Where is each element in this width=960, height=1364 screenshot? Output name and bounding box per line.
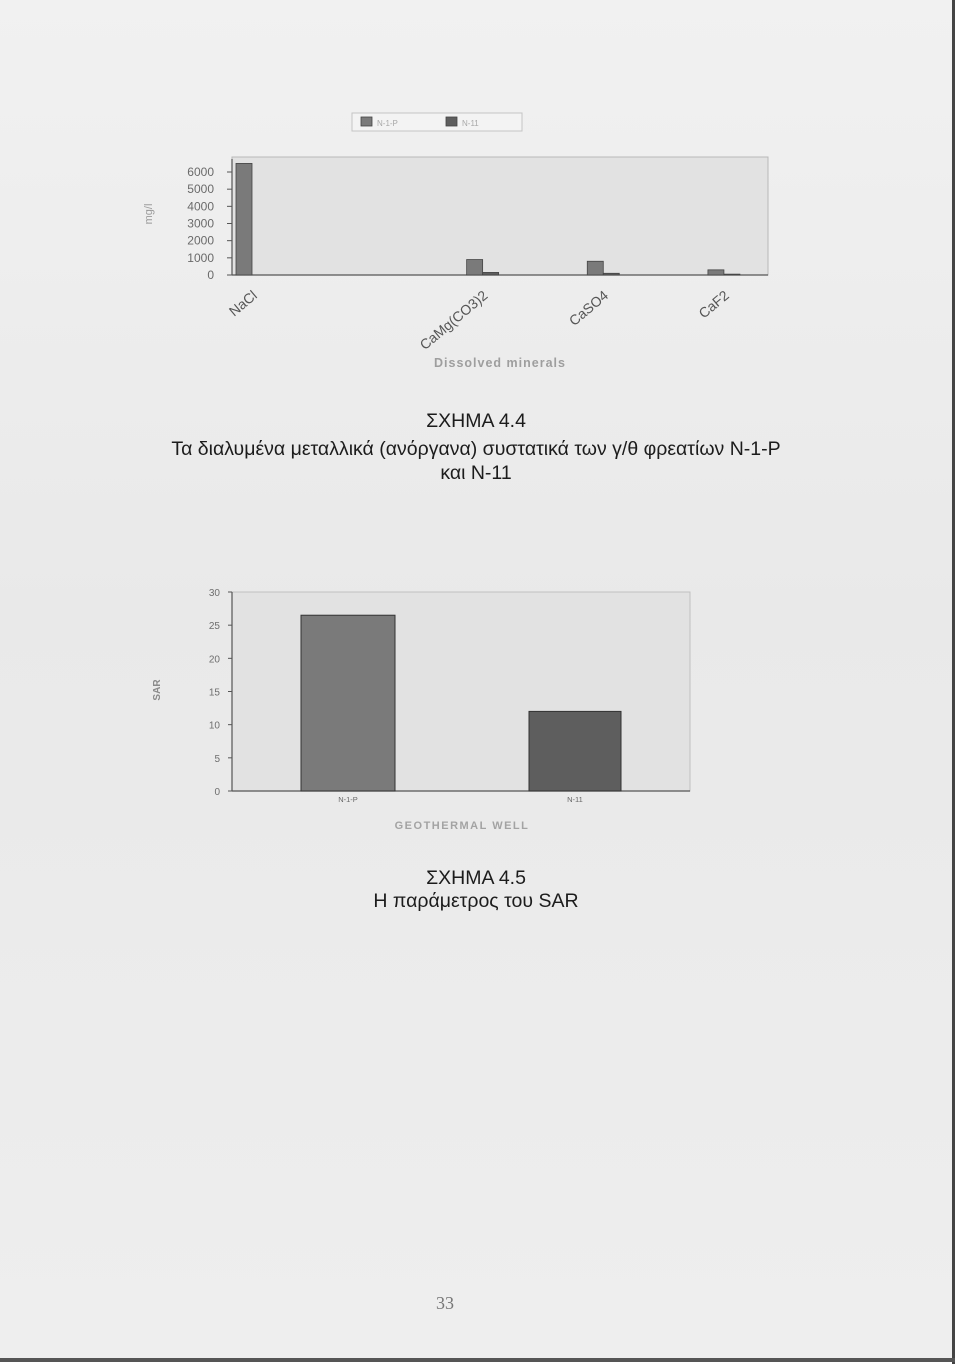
y-tick-label: 4000 bbox=[187, 199, 214, 214]
y-tick-label: 1000 bbox=[187, 250, 214, 265]
legend-label-2: N-11 bbox=[462, 119, 479, 128]
y-tick-label: 5000 bbox=[187, 182, 214, 197]
y-tick-label: 6000 bbox=[187, 165, 214, 179]
x-category-label: N-1-P bbox=[338, 795, 358, 804]
y-tick-label: 2000 bbox=[187, 233, 214, 248]
y-tick-label: 10 bbox=[208, 720, 220, 732]
y-axis-label: mg/l bbox=[143, 203, 155, 225]
y-tick-label: 0 bbox=[214, 787, 220, 798]
y-tick-label: 20 bbox=[208, 654, 220, 666]
legend-label-1: N-1-P bbox=[377, 119, 398, 128]
y-tick-label: 25 bbox=[208, 621, 220, 633]
figure-4-4-caption-line1: Τα διαλυμένα μεταλλικά (ανόργανα) συστατικά των γ/θ φρεατίων Ν-1-Ρ bbox=[171, 438, 781, 460]
bar-2 bbox=[529, 711, 621, 791]
page-edge-bottom bbox=[0, 1358, 955, 1362]
x-category-label: N-11 bbox=[567, 795, 583, 804]
figure-4-4-title: ΣΧΗΜΑ 4.4 bbox=[426, 410, 526, 432]
y-tick-label: 5 bbox=[214, 753, 220, 765]
x-axis-label: GEOTHERMAL WELL bbox=[394, 820, 530, 832]
x-category-label: CaMg(CO3)2 bbox=[416, 287, 491, 353]
bar-1 bbox=[301, 615, 395, 791]
y-tick-label: 3000 bbox=[187, 216, 214, 231]
y-axis-label: SAR bbox=[152, 679, 163, 701]
y-tick-label: 30 bbox=[208, 588, 220, 599]
x-category-label: CaSO4 bbox=[565, 287, 612, 329]
page-number: 33 bbox=[436, 1293, 454, 1313]
y-tick-label: 15 bbox=[208, 687, 220, 699]
x-category-label: NaCl bbox=[225, 287, 260, 320]
figure-4-5-title: ΣΧΗΜΑ 4.5 bbox=[426, 867, 526, 889]
x-axis-label: Dissolved minerals bbox=[434, 356, 566, 370]
figure-4-4-caption-line2: και Ν-11 bbox=[440, 462, 512, 484]
y-tick-label: 0 bbox=[207, 268, 214, 282]
figure-4-5-caption: Η παράμετρος του SAR bbox=[373, 890, 579, 912]
x-category-label: CaF2 bbox=[695, 287, 732, 322]
